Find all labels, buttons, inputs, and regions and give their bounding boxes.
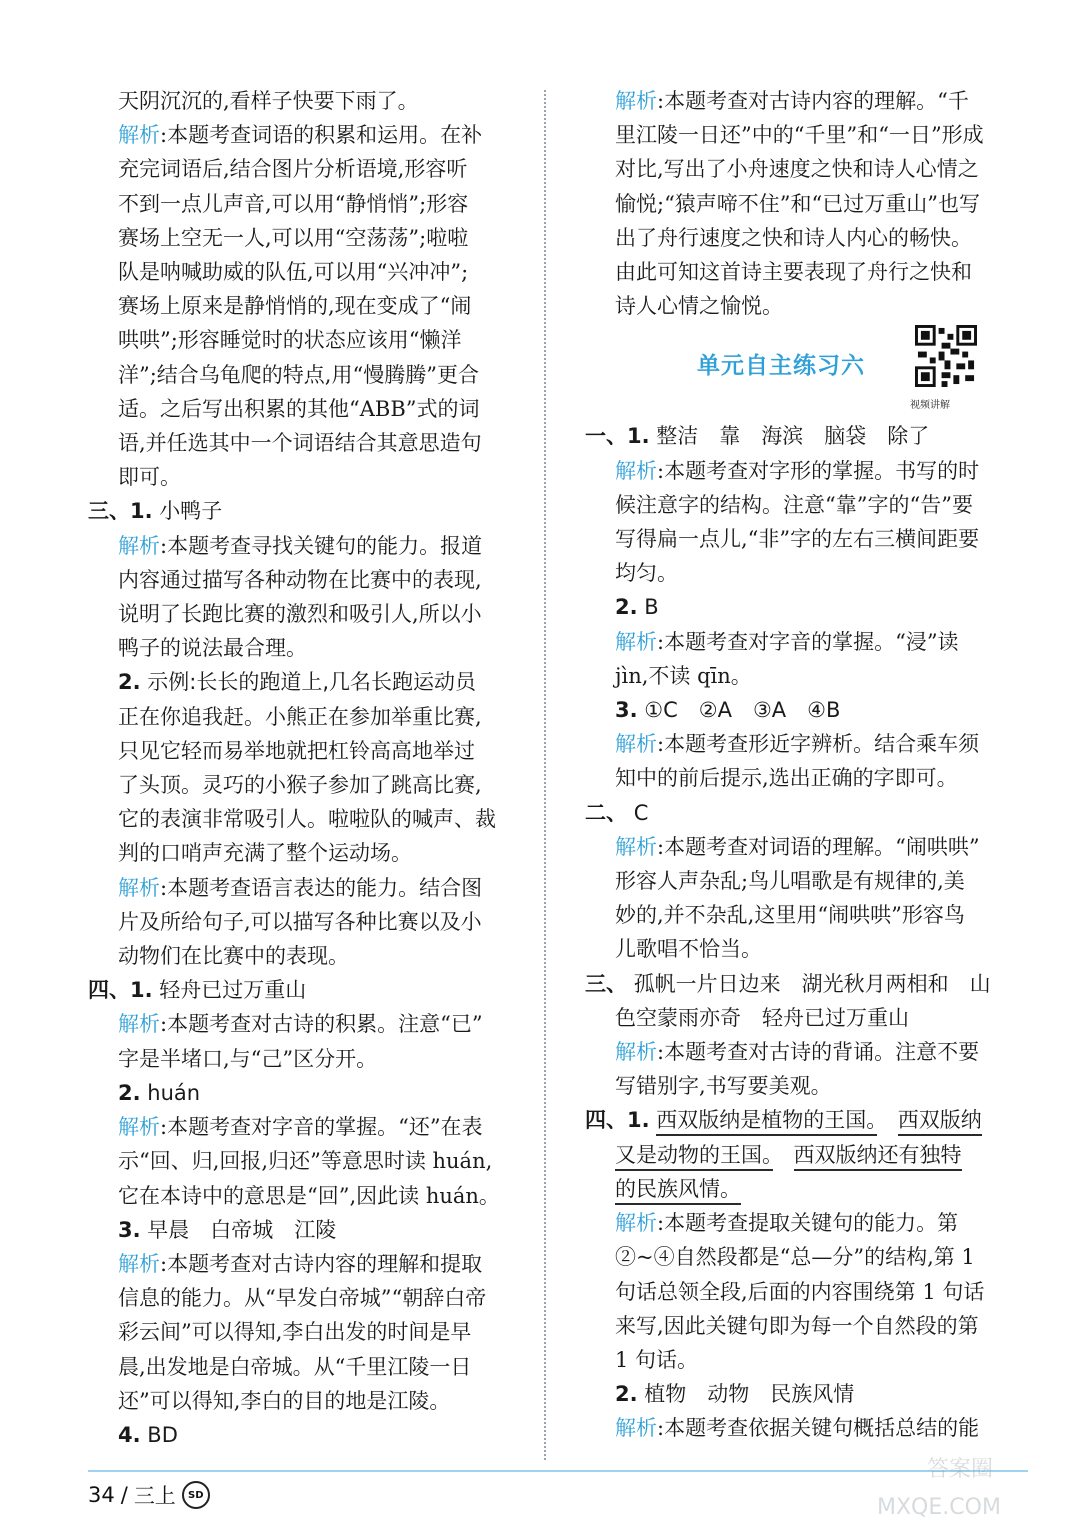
analysis-line: 解析:本题考查对古诗内容的理解。“千 xyxy=(615,89,969,113)
answer-text: 整洁 靠 海滨 脑袋 除了 xyxy=(656,424,930,449)
watermark-logo xyxy=(867,1446,1057,1526)
analysis-block xyxy=(585,84,1027,323)
analysis-text: 即可。 xyxy=(118,465,181,490)
analysis-text: 它在本诗中的意思是“回”,因此读 huán。 xyxy=(118,1183,500,1208)
analysis-block xyxy=(88,118,530,494)
analysis-block xyxy=(585,1206,1027,1377)
question-answer xyxy=(88,973,530,1007)
question-answer xyxy=(585,693,1027,727)
analysis-text: 1 句话。 xyxy=(615,1347,699,1372)
right-bottom-block xyxy=(585,419,1027,1445)
analysis-line xyxy=(118,905,530,939)
question-answer xyxy=(585,590,1027,624)
answer-text: 孤帆一片日边来 湖光秋月两相和 山 xyxy=(633,971,991,996)
analysis-text: 哄哄”;形容睡觉时的状态应该用“懒洋 xyxy=(118,328,462,353)
analysis-line xyxy=(118,289,530,323)
analysis-line: 解析:本题考查对古诗的背诵。注意不要 xyxy=(615,1040,980,1065)
gap xyxy=(877,1108,898,1132)
analysis-line: 解析:本题考查对词语的理解。“闹哄哄” xyxy=(615,834,980,859)
analysis-text: 愉悦;“猿声啼不住”和“已过万重山”也写 xyxy=(615,191,981,216)
analysis-text: 内容通过描写各种动物在比赛中的表现, xyxy=(118,567,482,592)
analysis-text: 句话总领全段,后面的内容围绕第 1 句话 xyxy=(615,1279,985,1304)
analysis-line xyxy=(118,563,530,597)
qr-caption: 视频讲解 xyxy=(910,400,950,412)
answer-line xyxy=(615,1138,1027,1172)
analysis-line: 解析:本题考查提取关键句的能力。第 xyxy=(615,1211,959,1236)
column-divider xyxy=(544,90,546,1460)
analysis-line xyxy=(615,118,1027,152)
analysis-text: jìn,不读 qīn。 xyxy=(615,663,752,688)
answer-line: 色空蒙雨亦奇 轻舟已过万重山 xyxy=(615,1005,909,1030)
answer-line: 它的表演非常吸引人。啦啦队的喊声、裁 xyxy=(118,807,496,832)
analysis-line xyxy=(118,221,530,255)
analysis-text: 候注意字的结构。注意“靠”字的“告”要 xyxy=(615,492,973,517)
analysis-line xyxy=(118,1315,530,1349)
analysis-text: 本题考查对古诗内容的理解。“千 xyxy=(664,89,969,113)
analysis-line: 解析:本题考查对古诗内容的理解和提取 xyxy=(118,1251,483,1276)
key-sentence: 西双版纳是植物的王国。 xyxy=(656,1108,877,1136)
analysis-text: 来写,因此关键句即为每一个自然段的第 xyxy=(615,1313,979,1338)
analysis-label: 解析 xyxy=(118,533,160,558)
analysis-text: 本题考查对字音的掌握。“还”在表 xyxy=(167,1115,483,1140)
question-number: 3. xyxy=(615,698,638,723)
analysis-text: 诗人心情之愉悦。 xyxy=(615,294,783,319)
analysis-line xyxy=(615,187,1027,221)
analysis-line xyxy=(615,1069,1027,1103)
analysis-text: 妙的,并不杂乱,这里用“闹哄哄”形容鸟 xyxy=(615,903,965,928)
analysis-text: 动物们在比赛中的表现。 xyxy=(118,944,349,969)
analysis-line xyxy=(615,1309,1027,1343)
section-number: 四、 xyxy=(88,978,130,1003)
question-number: 4. xyxy=(118,1422,141,1447)
analysis-block xyxy=(88,529,530,666)
watermark-line2: MXQE.COM xyxy=(877,1495,1001,1520)
analysis-label: 解析 xyxy=(615,89,657,113)
question-answer xyxy=(585,967,1027,1001)
analysis-line xyxy=(118,1350,530,1384)
question-answer xyxy=(88,665,530,699)
analysis-label: 解析 xyxy=(615,834,657,859)
analysis-text: 本题考查对古诗内容的理解和提取 xyxy=(167,1251,483,1276)
analysis-line xyxy=(615,1343,1027,1377)
analysis-text: 形容人声杂乱;鸟儿唱歌是有规律的,美 xyxy=(615,869,965,894)
analysis-label: 解析 xyxy=(615,1040,657,1065)
analysis-line xyxy=(118,1042,530,1076)
analysis-text: 知中的前后提示,选出正确的字即可。 xyxy=(615,766,958,791)
analysis-line xyxy=(118,152,530,186)
analysis-line: 解析:本题考查对字形的掌握。书写的时 xyxy=(615,458,980,483)
analysis-label: 解析 xyxy=(615,1211,657,1236)
analysis-text: 赛场上空无一人,可以用“空荡荡”;啦啦 xyxy=(118,225,469,250)
analysis-line xyxy=(615,761,1027,795)
analysis-text: 充完词语后,结合图片分析语境,形容听 xyxy=(118,157,468,182)
question-number: 1. xyxy=(627,424,650,449)
right-top-block xyxy=(585,84,1027,323)
analysis-line: 解析:本题考查词语的积累和运用。在补 xyxy=(118,123,483,148)
analysis-text: 队是呐喊助威的队伍,可以用“兴冲冲”; xyxy=(118,260,469,285)
analysis-line: 解析:本题考查语言表达的能力。结合图 xyxy=(118,875,483,900)
answer-text: 植物 动物 民族风情 xyxy=(644,1382,855,1407)
analysis-line: 解析:本题考查形近字辨析。结合乘车须 xyxy=(615,732,980,757)
analysis-text: 写得扁一点儿,“非”字的左右三横间距要 xyxy=(615,527,980,552)
answer-line xyxy=(615,1172,1027,1206)
analysis-line xyxy=(118,1384,530,1418)
analysis-text: 彩云间”可以得知,李白出发的时间是早 xyxy=(118,1320,472,1345)
analysis-line xyxy=(118,597,530,631)
analysis-block xyxy=(585,625,1027,693)
analysis-block xyxy=(88,871,530,974)
analysis-line xyxy=(615,864,1027,898)
question-answer xyxy=(585,1377,1027,1411)
section-number: 二、 xyxy=(585,800,627,825)
analysis-text: 本题考查对古诗的背诵。注意不要 xyxy=(664,1040,980,1065)
answer-text: huán xyxy=(147,1080,201,1105)
analysis-text: 鸭子的说法最合理。 xyxy=(118,636,307,661)
answer-line: 判的口哨声充满了整个运动场。 xyxy=(118,841,412,866)
question-answer xyxy=(88,494,530,528)
section-number: 一、 xyxy=(585,424,627,449)
analysis-text: 适。之后写出积累的其他“ABB”式的词 xyxy=(118,396,480,421)
analysis-label: 解析 xyxy=(615,1416,657,1441)
key-sentence: 又是动物的王国。 xyxy=(615,1143,773,1171)
answer-line: 了头顶。灵巧的小猴子参加了跳高比赛, xyxy=(118,773,482,798)
analysis-text: 由此可知这首诗主要表现了舟行之快和 xyxy=(615,260,972,285)
analysis-line: 解析:本题考查对古诗的积累。注意“已” xyxy=(118,1012,483,1037)
key-sentence: 西双版纳还有独特 xyxy=(794,1143,962,1171)
analysis-text: 还”可以得知,李白的目的地是江陵。 xyxy=(118,1388,451,1413)
analysis-text: 本题考查对字形的掌握。书写的时 xyxy=(664,458,980,483)
underlined-answer xyxy=(585,1103,1027,1206)
analysis-label: 解析 xyxy=(615,732,657,757)
analysis-line xyxy=(615,1275,1027,1309)
answer-text: C xyxy=(633,800,649,825)
analysis-text: 本题考查对古诗的积累。注意“已” xyxy=(167,1012,483,1037)
analysis-line xyxy=(118,426,530,460)
analysis-text: 本题考查依据关键句概括总结的能 xyxy=(664,1416,980,1441)
analysis-text: 均匀。 xyxy=(615,561,678,586)
analysis-text: 对比,写出了小舟速度之快和诗人心情之 xyxy=(615,157,979,182)
answer-text: BD xyxy=(147,1422,178,1447)
answer-continuation xyxy=(585,1001,1027,1035)
analysis-line xyxy=(118,1144,530,1178)
key-sentence: 的民族风情。 xyxy=(615,1177,741,1205)
analysis-line: 解析:本题考查对字音的掌握。“浸”读 xyxy=(615,629,959,654)
analysis-line xyxy=(118,1281,530,1315)
watermark-line1: 答案圈 xyxy=(927,1457,994,1482)
answer-line xyxy=(585,1103,1027,1137)
analysis-block xyxy=(88,1110,530,1213)
analysis-line xyxy=(118,392,530,426)
analysis-label: 解析 xyxy=(118,1115,160,1140)
question-answer xyxy=(585,419,1027,453)
analysis-text: 赛场上原来是静悄悄的,现在变成了“闹 xyxy=(118,294,472,319)
analysis-line xyxy=(615,522,1027,556)
analysis-line xyxy=(615,1240,1027,1274)
analysis-line xyxy=(615,289,1027,323)
analysis-text: 晨,出发地是白帝城。从“千里江陵一日 xyxy=(118,1354,472,1379)
answer-text: 小鸭子 xyxy=(159,499,223,524)
analysis-line: 解析:本题考查依据关键句概括总结的能 xyxy=(615,1416,980,1441)
answer-line: 正在你追我赶。小熊正在参加举重比赛, xyxy=(118,704,482,729)
unit-title: 单元自主练习六 xyxy=(697,353,865,380)
answer-text: 示例:长长的跑道上,几名长跑运动员 xyxy=(147,670,477,695)
analysis-line xyxy=(615,556,1027,590)
analysis-text: 本题考查词语的积累和运用。在补 xyxy=(167,123,483,148)
analysis-text: 语,并任选其中一个词语结合其意思造句 xyxy=(118,431,482,456)
analysis-block xyxy=(585,727,1027,795)
analysis-line xyxy=(118,1179,530,1213)
question-answer xyxy=(585,796,1027,830)
analysis-line xyxy=(615,221,1027,255)
analysis-label: 解析 xyxy=(118,1251,160,1276)
analysis-text: 儿歌唱不恰当。 xyxy=(615,937,762,962)
analysis-line xyxy=(615,932,1027,966)
analysis-line xyxy=(615,152,1027,186)
analysis-block xyxy=(88,1247,530,1418)
analysis-block xyxy=(585,1411,1027,1445)
answer-text: 早晨 白帝城 江陵 xyxy=(147,1217,337,1242)
page-footer xyxy=(88,1480,210,1510)
gap xyxy=(773,1143,794,1167)
answer-text: 天阴沉沉的,看样子快要下雨了。 xyxy=(118,89,419,113)
analysis-text: 出了舟行速度之快和诗人内心的畅快。 xyxy=(615,225,972,250)
analysis-line: 解析:本题考查寻找关键句的能力。报道 xyxy=(118,533,483,558)
analysis-label: 解析 xyxy=(615,458,657,483)
analysis-text: 里江陵一日还”中的“千里”和“一日”形成 xyxy=(615,123,984,148)
analysis-line xyxy=(118,460,530,494)
analysis-text: 本题考查对词语的理解。“闹哄哄” xyxy=(664,834,980,859)
question-answer xyxy=(88,1213,530,1247)
answer-text: B xyxy=(644,595,659,620)
analysis-block xyxy=(585,830,1027,967)
analysis-text: 片及所给句子,可以描写各种比赛以及小 xyxy=(118,909,482,934)
sd-badge-icon: SD xyxy=(182,1481,210,1509)
analysis-text: 本题考查寻找关键句的能力。报道 xyxy=(167,533,483,558)
answer-text: ①C ②A ③A ④B xyxy=(644,698,841,723)
analysis-label: 解析 xyxy=(118,875,160,900)
analysis-text: 写错别字,书写要美观。 xyxy=(615,1074,832,1099)
answer-continuation xyxy=(88,700,530,871)
question-number: 3. xyxy=(118,1217,141,1242)
question-number: 2. xyxy=(615,1382,638,1407)
question-number: 1. xyxy=(627,1108,650,1133)
analysis-line xyxy=(615,488,1027,522)
question-number: 1. xyxy=(130,978,153,1003)
analysis-line xyxy=(615,898,1027,932)
question-answer xyxy=(88,1418,530,1452)
analysis-block xyxy=(585,454,1027,591)
key-sentence: 西双版纳 xyxy=(898,1108,982,1136)
analysis-label: 解析 xyxy=(118,123,160,148)
analysis-text: 本题考查对字音的掌握。“浸”读 xyxy=(664,629,959,654)
answer-text: 轻舟已过万重山 xyxy=(159,978,307,1003)
analysis-text: 说明了长跑比赛的激烈和吸引人,所以小 xyxy=(118,602,482,627)
question-number: 1. xyxy=(130,499,153,524)
section-number: 四、 xyxy=(585,1108,627,1133)
right-column xyxy=(585,84,1027,1446)
analysis-label: 解析 xyxy=(615,629,657,654)
question-number: 2. xyxy=(118,1080,141,1105)
analysis-text: 本题考查语言表达的能力。结合图 xyxy=(167,875,483,900)
analysis-block xyxy=(585,1035,1027,1103)
question-number: 2. xyxy=(615,595,638,620)
unit-header xyxy=(585,323,1027,419)
footer-separator: / xyxy=(120,1483,128,1507)
analysis-line xyxy=(118,939,530,973)
analysis-block xyxy=(88,1007,530,1075)
answer-line: 只见它轻而易举地就把杠铃高高地举过 xyxy=(118,738,475,763)
left-column xyxy=(88,84,530,1452)
analysis-text: 字是半堵口,与“己”区分开。 xyxy=(118,1046,378,1071)
analysis-line xyxy=(118,323,530,357)
analysis-line xyxy=(615,255,1027,289)
section-number: 三、 xyxy=(585,971,627,996)
analysis-line xyxy=(615,659,1027,693)
analysis-text: 本题考查提取关键句的能力。第 xyxy=(664,1211,959,1236)
analysis-text: 不到一点儿声音,可以用“静悄悄”;形容 xyxy=(118,191,469,216)
page-number: 34 xyxy=(88,1483,115,1507)
analysis-line: 解析:本题考查对字音的掌握。“还”在表 xyxy=(118,1115,483,1140)
analysis-text: 示“回、归,回报,归还”等意思时读 huán, xyxy=(118,1149,493,1174)
analysis-line xyxy=(118,255,530,289)
analysis-line xyxy=(118,187,530,221)
analysis-text: 信息的能力。从“早发白帝城”“朝辞白帝 xyxy=(118,1286,487,1311)
analysis-label: 解析 xyxy=(118,1012,160,1037)
grade-label: 三上 xyxy=(133,1484,176,1508)
qr-code-icon[interactable] xyxy=(915,325,977,387)
analysis-text: 本题考查形近字辨析。结合乘车须 xyxy=(664,732,980,757)
analysis-text: 洋”;结合乌龟爬的特点,用“慢腾腾”更合 xyxy=(118,362,479,387)
section-number: 三、 xyxy=(88,499,130,524)
analysis-line xyxy=(118,358,530,392)
analysis-line xyxy=(118,631,530,665)
question-answer xyxy=(88,1076,530,1110)
question-number: 2. xyxy=(118,670,141,695)
analysis-text: ②~④自然段都是“总—分”的结构,第 1 xyxy=(615,1245,975,1270)
